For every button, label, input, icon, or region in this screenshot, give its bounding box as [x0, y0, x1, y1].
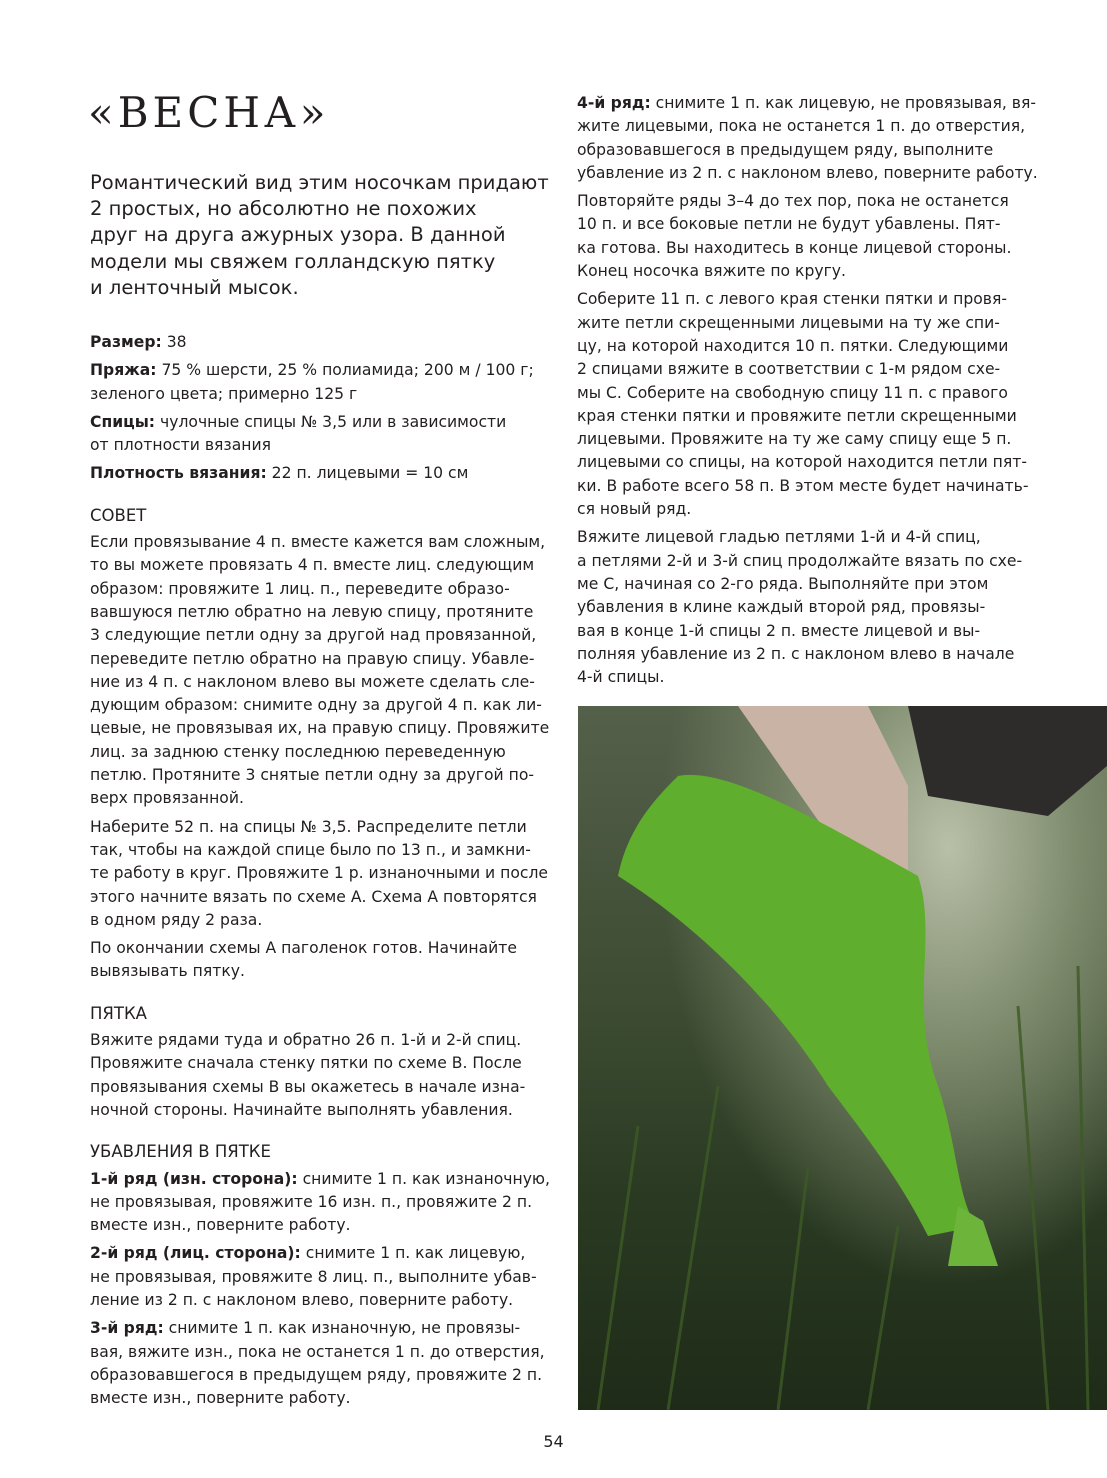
- line-text: Повторяйте ряды 3–4 до тех пор, пока не останется: [577, 192, 1009, 211]
- line-text: Провяжите сначала стенку пятки по схеме В. После: [90, 1054, 522, 1073]
- line-text: 4-й спицы.: [577, 668, 665, 687]
- line-text: зеленого цвета; примерно 125 г: [90, 384, 358, 403]
- text-line: [90, 648, 560, 671]
- paragraph: [90, 1242, 560, 1312]
- line-text: Вяжите лицевой гладью петлями 1-й и 4-й спиц,: [577, 528, 981, 547]
- text-line: [90, 1317, 560, 1340]
- line-text: Вяжите рядами туда и обратно 26 п. 1-й и 2-й спиц.: [90, 1031, 522, 1050]
- text-line: [577, 92, 1047, 115]
- paragraph: [90, 531, 560, 811]
- text-line: [90, 694, 560, 717]
- line-text: цу, на которой находится 10 п. пятки. Следующими: [577, 336, 1009, 355]
- intro-paragraph: [90, 170, 560, 301]
- line-text: не провязывая, провяжите 8 лиц. п., выполните убав-: [90, 1267, 537, 1286]
- text-line: [577, 666, 1047, 689]
- text-line: [577, 643, 1047, 666]
- paragraph-lead-label: Плотность вязания:: [90, 464, 267, 483]
- intro-line: и ленточный мысок.: [90, 275, 299, 299]
- paragraph: [90, 816, 560, 932]
- text-line: [577, 498, 1047, 521]
- intro-line: Романтический вид этим носочкам придают: [90, 171, 549, 194]
- text-line: [90, 1266, 560, 1289]
- intro-line: 2 простых, но абсолютно не похожих: [90, 197, 477, 221]
- text-line: [90, 434, 560, 457]
- page-title: «ВЕСНА»: [88, 88, 330, 137]
- line-text: не провязывая, провяжите 16 изн. п., провяжите 2 п.: [90, 1192, 533, 1211]
- text-line: [90, 741, 560, 764]
- section-heading: УБАВЛЕНИЯ В ПЯТКЕ: [90, 1142, 271, 1162]
- paragraph: [577, 288, 1047, 521]
- line-text: снимите 1 п. как изнаночную, не провязы-: [163, 1319, 521, 1338]
- paragraph: [90, 359, 560, 406]
- line-text: жите лицевыми, пока не останется 1 п. до отверстия,: [577, 117, 1026, 136]
- paragraph: [90, 1317, 560, 1410]
- line-text: так, чтобы на каждой спице было по 13 п., и замкни-: [90, 840, 531, 859]
- text-line: [90, 862, 560, 885]
- line-text: Если провязывание 4 п. вместе кажется вам сложным,: [90, 533, 546, 552]
- line-text: мы С. Соберите на свободную спицу 11 п. с правого: [577, 383, 1008, 402]
- text-line: [577, 451, 1047, 474]
- text-line: [90, 886, 560, 909]
- text-line: [577, 382, 1047, 405]
- text-line: [90, 1387, 560, 1410]
- line-text: от плотности вязания: [90, 436, 271, 455]
- paragraph: [90, 937, 560, 984]
- text-line: [90, 1052, 560, 1075]
- line-text: провязывания схемы В вы окажетесь в начале изна-: [90, 1077, 526, 1096]
- text-line: [577, 573, 1047, 596]
- paragraph: [577, 190, 1047, 283]
- text-line: [577, 620, 1047, 643]
- paragraph: [90, 411, 560, 458]
- line-text: дующим образом: снимите одну за другой 4 п. как ли-: [90, 696, 542, 715]
- text-line: [90, 787, 560, 810]
- text-line: [90, 816, 560, 839]
- line-text: Конец носочка вяжите по кругу.: [577, 262, 846, 281]
- text-line: [90, 462, 560, 485]
- paragraph-lead-label: Размер:: [90, 333, 162, 351]
- line-text: снимите 1 п. как лицевую, не провязывая, вя-: [650, 94, 1036, 112]
- line-text: вавшуюся петлю обратно на левую спицу, протяните: [90, 602, 534, 621]
- text-line: [90, 383, 560, 406]
- text-line: [577, 405, 1047, 428]
- line-text: 2 спицами вяжите в соответствии с 1-м рядом схе-: [577, 360, 1001, 379]
- text-line: [90, 839, 560, 862]
- line-text: образом: провяжите 1 лиц. п., переведите образо-: [90, 579, 510, 598]
- line-text: Соберите 11 п. с левого края стенки пятки и провя-: [577, 290, 1007, 309]
- text-line: [90, 717, 560, 740]
- right-column: [577, 92, 1047, 694]
- line-text: переведите петлю обратно на правую спицу. Убавле-: [90, 649, 535, 668]
- line-text: те работу в круг. Провяжите 1 р. изнаночными и после: [90, 864, 549, 883]
- text-line: [90, 331, 560, 354]
- text-line: [577, 115, 1047, 138]
- paragraph: [90, 462, 560, 485]
- line-text: ка готова. Вы находитесь в конце лицевой стороны.: [577, 238, 1012, 257]
- text-line: [577, 526, 1047, 549]
- text-line: [577, 550, 1047, 573]
- paragraph: [577, 526, 1047, 689]
- text-line: [577, 358, 1047, 381]
- line-text: образовавшегося в предыдущем ряду, провяжите 2 п.: [90, 1365, 543, 1384]
- line-text: 3 следующие петли одну за другой над провязанной,: [90, 626, 537, 645]
- line-text: убавления в клине каждый второй ряд, провязы-: [577, 598, 986, 617]
- line-text: ме С, начиная со 2-го ряда. Выполняйте при этом: [577, 574, 989, 593]
- line-text: лицевыми. Провяжите на ту же саму спицу еще 5 п.: [577, 430, 1012, 449]
- line-text: вместе изн., поверните работу.: [90, 1389, 351, 1408]
- text-line: [90, 601, 560, 624]
- line-text: вая, вяжите изн., пока не останется 1 п. до отверстия,: [90, 1342, 545, 1361]
- text-line: [577, 190, 1047, 213]
- text-line: [577, 596, 1047, 619]
- sock: [618, 775, 978, 1236]
- text-line: [90, 764, 560, 787]
- line-text: чулочные спицы № 3,5 или в зависимости: [155, 412, 507, 431]
- line-text: ние из 4 п. с наклоном влево вы можете сделать сле-: [90, 672, 535, 691]
- intro-line: модели мы свяжем голландскую пятку: [90, 249, 496, 273]
- line-text: полняя убавление из 2 п. с наклоном влево в начале: [577, 644, 1015, 663]
- photo-illustration: [578, 706, 1107, 1410]
- section-heading: СОВЕТ: [90, 505, 147, 525]
- line-text: то вы можете провязать 4 п. вместе лиц. следующим: [90, 556, 535, 575]
- paragraph-lead-label: 4-й ряд:: [577, 94, 651, 112]
- line-text: 75 % шерсти, 25 % полиамида; 200 м / 100 г;: [156, 361, 534, 380]
- line-text: лицевыми со спицы, на которой находится петли пят-: [577, 453, 1027, 472]
- line-text: жите петли скрещенными лицевыми на ту же спи-: [577, 313, 1000, 332]
- paragraph-lead-label: 2-й ряд (лиц. сторона):: [90, 1244, 301, 1263]
- intro-line: друг на друга ажурных узора. В данной: [90, 223, 506, 247]
- line-text: ки. В работе всего 58 п. В этом месте будет начинать-: [577, 476, 1029, 495]
- text-line: [90, 960, 560, 983]
- text-line: [577, 139, 1047, 162]
- text-line: [90, 411, 560, 434]
- line-text: Наберите 52 п. на спицы № 3,5. Распределите петли: [90, 817, 527, 836]
- line-text: 10 п. и все боковые петли не будут убавлены. Пят-: [577, 215, 1001, 234]
- text-line: [90, 937, 560, 960]
- text-line: [577, 237, 1047, 260]
- line-text: ночной стороны. Начинайте выполнять убавления.: [90, 1100, 513, 1119]
- paragraph: [90, 331, 560, 354]
- photo-green-sock: [578, 706, 1107, 1410]
- line-text: вая в конце 1-й спицы 2 п. вместе лицевой и вы-: [577, 621, 981, 640]
- text-line: [577, 162, 1047, 185]
- text-line: [90, 909, 560, 932]
- text-line: [90, 1029, 560, 1052]
- section-heading: ПЯТКА: [90, 1003, 147, 1023]
- text-line: [90, 1099, 560, 1122]
- line-text: ление из 2 п. с наклоном влево, поверните работу.: [90, 1290, 514, 1309]
- line-text: снимите 1 п. как лицевую,: [300, 1244, 526, 1263]
- text-line: [90, 1168, 560, 1191]
- text-line: [90, 1341, 560, 1364]
- line-text: вместе изн., поверните работу.: [90, 1216, 351, 1235]
- line-text: убавление из 2 п. с наклоном влево, поверните работу.: [577, 163, 1038, 182]
- text-line: [577, 312, 1047, 335]
- text-line: [90, 578, 560, 601]
- text-line: [90, 554, 560, 577]
- line-text: 22 п. лицевыми = 10 см: [266, 464, 469, 483]
- paragraph: [577, 92, 1047, 185]
- line-text: в одном ряду 2 раза.: [90, 910, 263, 929]
- line-text: а петлями 2-й и 3-й спиц продолжайте вязать по схе-: [577, 551, 1023, 570]
- left-column: [90, 331, 560, 1415]
- line-text: ся новый ряд.: [577, 500, 692, 519]
- line-text: образовавшегося в предыдущем ряду, выполните: [577, 140, 994, 159]
- line-text: этого начните вязать по схеме А. Схема А повторятся: [90, 887, 537, 906]
- text-line: [577, 428, 1047, 451]
- text-line: [90, 1214, 560, 1237]
- text-line: [90, 624, 560, 647]
- line-text: снимите 1 п. как изнаночную,: [297, 1169, 551, 1188]
- text-line: [90, 1242, 560, 1265]
- line-text: петлю. Протяните 3 снятые петли одну за другой по-: [90, 766, 534, 785]
- text-line: [90, 1191, 560, 1214]
- text-line: [90, 1289, 560, 1312]
- text-line: [577, 475, 1047, 498]
- text-line: [577, 288, 1047, 311]
- skirt: [908, 706, 1107, 816]
- text-line: [90, 1076, 560, 1099]
- text-line: [577, 260, 1047, 283]
- line-text: 38: [161, 333, 187, 351]
- paragraph-lead-label: Спицы:: [90, 412, 156, 431]
- paragraph: [90, 1168, 560, 1238]
- line-text: края стенки пятки и провяжите петли скрещенными: [577, 406, 1017, 425]
- line-text: По окончании схемы А паголенок готов. Начинайте: [90, 939, 517, 958]
- paragraph-lead-label: 1-й ряд (изн. сторона):: [90, 1169, 298, 1188]
- page-number: 54: [543, 1432, 564, 1451]
- line-text: верх провязанной.: [90, 789, 244, 808]
- text-line: [90, 1364, 560, 1387]
- line-text: лиц. за заднюю стенку последнюю переведенную: [90, 742, 506, 761]
- text-line: [577, 213, 1047, 236]
- paragraph-lead-label: Пряжа:: [90, 361, 157, 380]
- line-text: вывязывать пятку.: [90, 962, 245, 981]
- paragraph-lead-label: 3-й ряд:: [90, 1319, 164, 1338]
- paragraph: [90, 1029, 560, 1122]
- text-line: [90, 359, 560, 382]
- line-text: цевые, не провязывая их, на правую спицу. Провяжите: [90, 719, 550, 738]
- text-line: [90, 671, 560, 694]
- text-line: [90, 531, 560, 554]
- text-line: [577, 335, 1047, 358]
